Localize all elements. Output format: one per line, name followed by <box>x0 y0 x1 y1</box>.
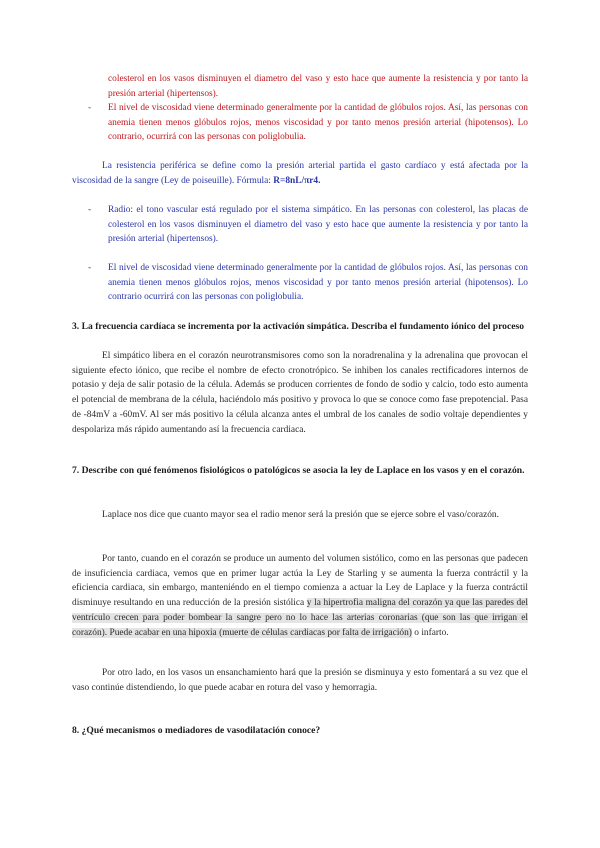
section-3-heading: 3. La frecuencia cardíaca se incrementa por la activación simpática. Describa el fundamento iónico del proceso <box>72 321 525 332</box>
section-7-para-3: Por otro lado, en los vasos un ensanchamiento hará que la presión se disminuya y esto fomentará a su vez que el vaso continúe distendiendo, lo que puede acabar en rotura del vaso y hemorragia. <box>72 668 528 693</box>
section-8-heading: 8. ¿Qué mecanismos o mediadores de vasodilatación conoce? <box>72 725 321 736</box>
section-7-para-2 <box>72 552 528 640</box>
highlighted-text: y la hipertrofia maligna del corazón ya que las paredes del ventrículo crecen para poder bombear la sangre pero no lo hace las arterias coronarias (que son las que irrigan el corazón). Puede acabar en una hipoxia (muerte de células cardiacas por falta de irrigación) <box>72 598 529 638</box>
blue-bullet-radius <box>88 203 528 247</box>
formula: R=8nL/πr4. <box>273 175 321 186</box>
bullet-dash: - <box>88 263 92 273</box>
red-continuation-text: colesterol en los vasos disminuyen el diametro del vaso y esto hace que aumente la resistencia y por tanto la presión arterial (hipertensos). <box>108 74 528 99</box>
bullet-dash: - <box>88 205 92 215</box>
blue-bullet-radius-text: Radio: el tono vascular está regulado por el sistema simpático. En las personas con colesterol, las placas de colesterol en los vasos disminuyen el diametro del vaso y esto hace que aumente la resistencia y por tanto la presión arterial (hipertensos). <box>108 205 528 245</box>
red-bullet-viscosity <box>88 101 528 145</box>
bullet-dash: - <box>88 103 92 113</box>
section-3-body: El simpático libera en el corazón neurotransmisores como son la noradrenalina y la adrenalina que provocan el siguiente efecto iónico, que recibe el nombre de efecto cronotrópico. Se inhiben los canales rectificadores internos de potasio y deja de salir potasio de la célula. Además se producen corrientes de fondo de sodio y calcio, todo esto aumenta el potencial de membrana de la célula, haciéndolo más positivo y provoca lo que se conoce como fase prepotencial. Pasa de -84mV a -60mV. Al ser más positivo la célula alcanza antes el umbral de los canales de sodio voltaje dependientes y despolariza más rápido aumentando así la frecuencia cardiaca. <box>72 351 528 435</box>
section-7-para-1: Laplace nos dice que cuanto mayor sea el radio menor será la presión que se ejerce sobre el vaso/corazón. <box>102 510 499 520</box>
resistance-text: La resistencia periférica se define como la presión arterial partida el gasto cardíaco y está afectada por la viscosidad de la sangre (Ley de poiseuille). Fórmula: <box>72 161 528 186</box>
resistance-paragraph <box>72 159 528 188</box>
blue-bullet-viscosity-text: El nivel de viscosidad viene determinado generalmente por la cantidad de glóbulos rojos. Así, las personas con anemia tienen menos glóbulos rojos, menos viscosidad y por tanto menos presión arterial (hipotensos). Lo contrario ocurrirá con las personas con poliglobulia. <box>108 263 528 303</box>
blue-bullet-viscosity <box>88 261 528 305</box>
red-bullet-text: El nivel de viscosidad viene determinado generalmente por la cantidad de glóbulos rojos. Así, las personas con anemia tienen menos glóbulos rojos, menos viscosidad y por tanto menos presión arterial (hipotensos). Lo contrario, ocurrirá con las personas con poliglobulia. <box>108 103 528 143</box>
para-2-end: o infarto. <box>411 627 449 638</box>
para-2-text: Por tanto, cuando en el corazón se produce un aumento del volumen sistólico, como en las personas que padecen de insuficiencia cardiaca, vemos que en primer lugar actúa la Ley de Starling y se aumenta la fuerza contráctil y la eficiencia cardiaca, sin embargo, manteniéndo en el tiempo comienza a actuar la Ley de Laplace y la fuerza contráctil disminuye resultando en una reducción de la presión sistólica <box>72 554 528 609</box>
section-7-heading: 7. Describe con qué fenómenos fisiológicos o patológicos se asocia la ley de Laplace en los vasos y en el corazón. <box>72 465 525 476</box>
